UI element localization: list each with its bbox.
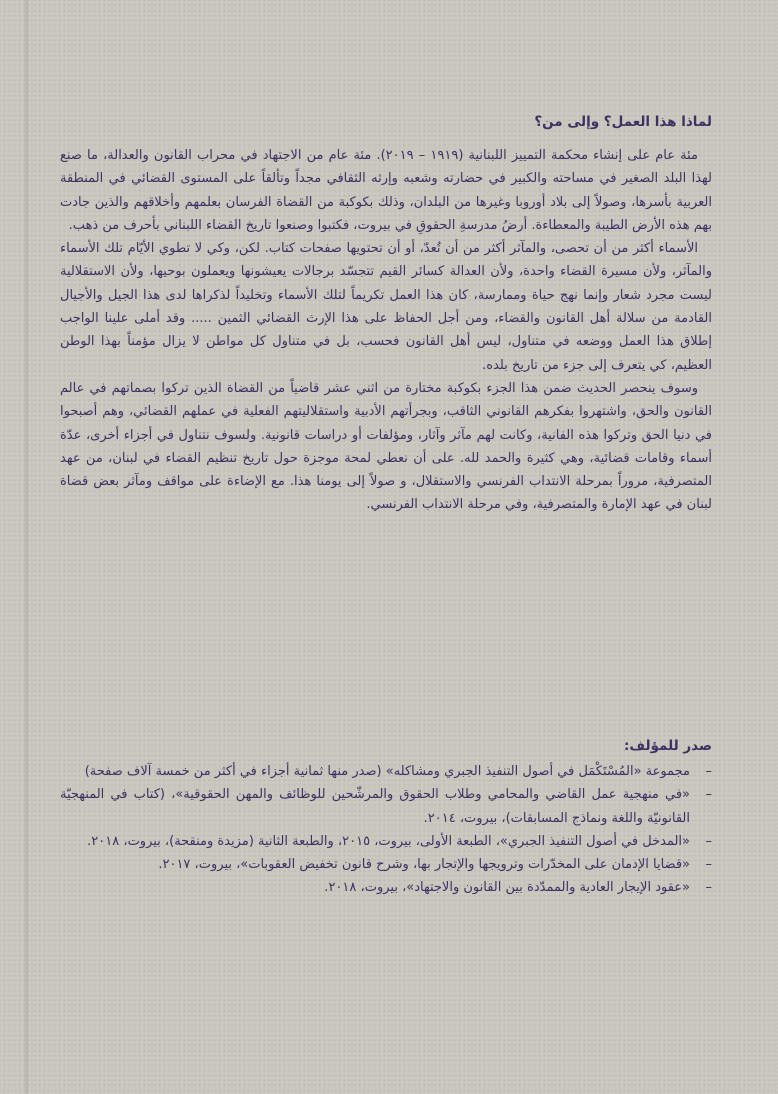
list-item — [60, 853, 712, 876]
intro-section — [60, 112, 712, 517]
list-item — [60, 783, 712, 830]
intro-paragraph-2: الأسماء أكثر من أن تحصى، والمآثر أكثر من أن تُعدّ، أو أن تحتويها صفحات كتاب. لكن، وكي لا تطوي الأيّام تلك الأسماء والمآثر، ولأن مسيرة القضاء واحدة، ولأن العدالة كسائر القيم تتجسّد برجالات يعيشونها ويعملون بوحيها، ولأن الاستقلالية ليست مجرد شعار وإنما نهج حياة وممارسة، كان هذا العمل تكريماً لتلك الأسماء وتخليداً لذكراها لدى هذا الجيل والأجيال القادمة من سلالة أهل القانون والقضاء، ومن أجل الحفاظ على هذا الإرث القضائي الثمين ..... وقد أملى علينا الواجب إطلاق هذا العمل ووضعه في متناول، ليس أهل القانون فحسب، بل في متناول كل مواطن لا يزال مؤمناً بهذا الوطن العظيم، كي يتعرف إلى جزء من تاريخ بلده. — [60, 241, 712, 373]
dash-bullet-icon: – — [705, 857, 712, 873]
work-title: «المدخل في أصول التنفيذ الجبري»، الطبعة الأولى، بيروت، ٢٠١٥، والطبعة الثانية (مزيدة ومنقحة)، بيروت، ٢٠١٨. — [87, 833, 690, 849]
work-title: «قضايا الإدمان على المخدّرات وترويجها والإتجار بها، وشرح قانون تخفيض العقوبات»، بيروت، ٢٠١٧. — [158, 857, 690, 873]
work-title: مجموعة «المُسْتَكْمَل في أصول التنفيذ الجبري ومشاكله» (صدر منها ثمانية أجزاء في أكثر من خمسة آلاف صفحة) — [84, 764, 690, 779]
author-works-heading: صدر للمؤلف: — [624, 738, 712, 754]
author-works-section — [60, 736, 712, 900]
list-item — [60, 830, 712, 853]
list-item — [60, 876, 712, 899]
dash-bullet-icon: – — [705, 880, 712, 896]
intro-paragraph-3: وسوف ينحصر الحديث ضمن هذا الجزء بكوكبة مختارة من اثني عشر قاضياً من القضاة الذين تركوا بصماتهم في عالم القانون والحق، واشتهروا بفكرهم القانوني الثاقب، وبجرأتهم الأدبية واستقلاليتهم الفعلية في عملهم القضائي، وهم أصبحوا في دنيا الحق وتركوا هذه الفانية، وكانت لهم مآثر وآثار، ومؤلفات أو دراسات قانونية. ولسوف نتناول في أجزاء أخرى، عدّة أسماء وقامات قضائية، وهي كثيرة والحمد لله. على أن نعطي لمحة موجزة حول تاريخ تنظيم القضاء في لبنان، من عهد المتصرفية، مروراً بمرحلة الانتداب الفرنسي والاستقلال، و صولاً إلى يومنا هذا. مع الإضاءة على مواقف ومآثر بعض قضاة لبنان في عهد الإمارة والمتصرفية، وفي مرحلة الانتداب الفرنسي. — [60, 380, 712, 513]
intro-heading: لماذا هذا العمل؟ وإلى من؟ — [534, 114, 712, 130]
dash-bullet-icon: – — [705, 833, 712, 849]
author-works-list — [60, 760, 712, 900]
work-title: «عقود الإيجار العادية والممدّدة بين القانون والاجتهاد»، بيروت، ٢٠١٨. — [324, 880, 690, 896]
book-spine-groove — [24, 0, 32, 1094]
dash-bullet-icon: – — [705, 787, 712, 803]
work-title: «في منهجية عمل القاضي والمحامي وطلاب الحقوق والمرشّحين للوظائف والمهن الحقوقية»، (كتاب في المنهجيّة القانونيّة واللغة ونماذج المسابقات)، بيروت، ٢٠١٤. — [60, 787, 690, 826]
list-item — [60, 760, 712, 783]
dash-bullet-icon: – — [705, 764, 712, 779]
intro-paragraph-1: مئة عام على إنشاء محكمة التمييز اللبنانية (١٩١٩ – ٢٠١٩). مئة عام من الاجتهاد في محراب القانون والعدالة، ما صنع لهذا البلد الصغير في مساحته والكبير في حضارته وشعبه وإرثه الثقافي مجداً وتألقاً على المستوى القضائي في المنطقة العربية بأسرها، وصولاً إلى بلاد أوروبا وغيرها من البلدان، وذلك بكوكبة من القضاة الفرسان بعلمهم وأخلاقهم والذين جادت بهم هذه الأرض الطيبة والمعطاءة. أرضُ مدرسةِ الحقوقِ في بيروت، فكتبوا وصنعوا تاريخ القضاء اللبناني بأحرف من ذهب. — [60, 148, 712, 233]
